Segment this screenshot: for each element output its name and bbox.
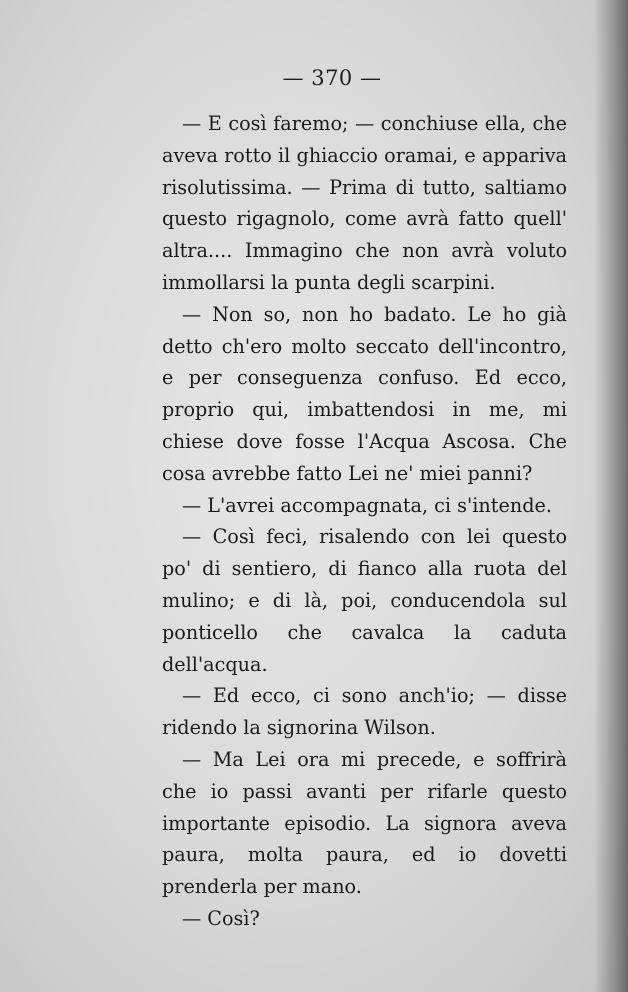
paragraph-2: — Non so, non ho badato. Le ho già detto ch'ero molto seccato dell'incontro, e per conseguenza confuso. Ed ecco, proprio qui, imbattendosi in me, mi chiese dove fosse l'Acqua Ascosa. Che cosa avrebbe fatto Lei ne' miei panni? <box>162 302 567 485</box>
paragraph-1: — E così faremo; — conchiuse ella, che aveva rotto il ghiaccio oramai, e appariva risolutissima. — Prima di tutto, saltiamo questo rigagnolo, come avrà fatto quell' altra.... Immagino che non avrà voluto immollarsi la punta degli scarpini. <box>162 112 567 294</box>
paragraph-6: — Ma Lei ora mi precede, e soffrirà che io passi avanti per rifarle questo importante episodio. La signora aveva paura, molta paura, ed io dovetti prenderla per mano. <box>162 747 567 899</box>
paragraph-5: — Ed ecco, ci sono anch'io; — disse ridendo la signorina Wilson. <box>162 684 567 740</box>
paragraph-3: — L'avrei accompagnata, ci s'intende. <box>182 493 552 517</box>
page-number: — 370 — <box>282 66 382 90</box>
paragraph-7: — Così? <box>182 906 260 930</box>
body-text <box>162 108 567 935</box>
paragraph-4: — Così feci, risalendo con lei questo po' di sentiero, di fianco alla ruota del mulino; e di là, poi, conducendola sul ponticello che cavalca la caduta dell'acqua. <box>162 525 567 676</box>
